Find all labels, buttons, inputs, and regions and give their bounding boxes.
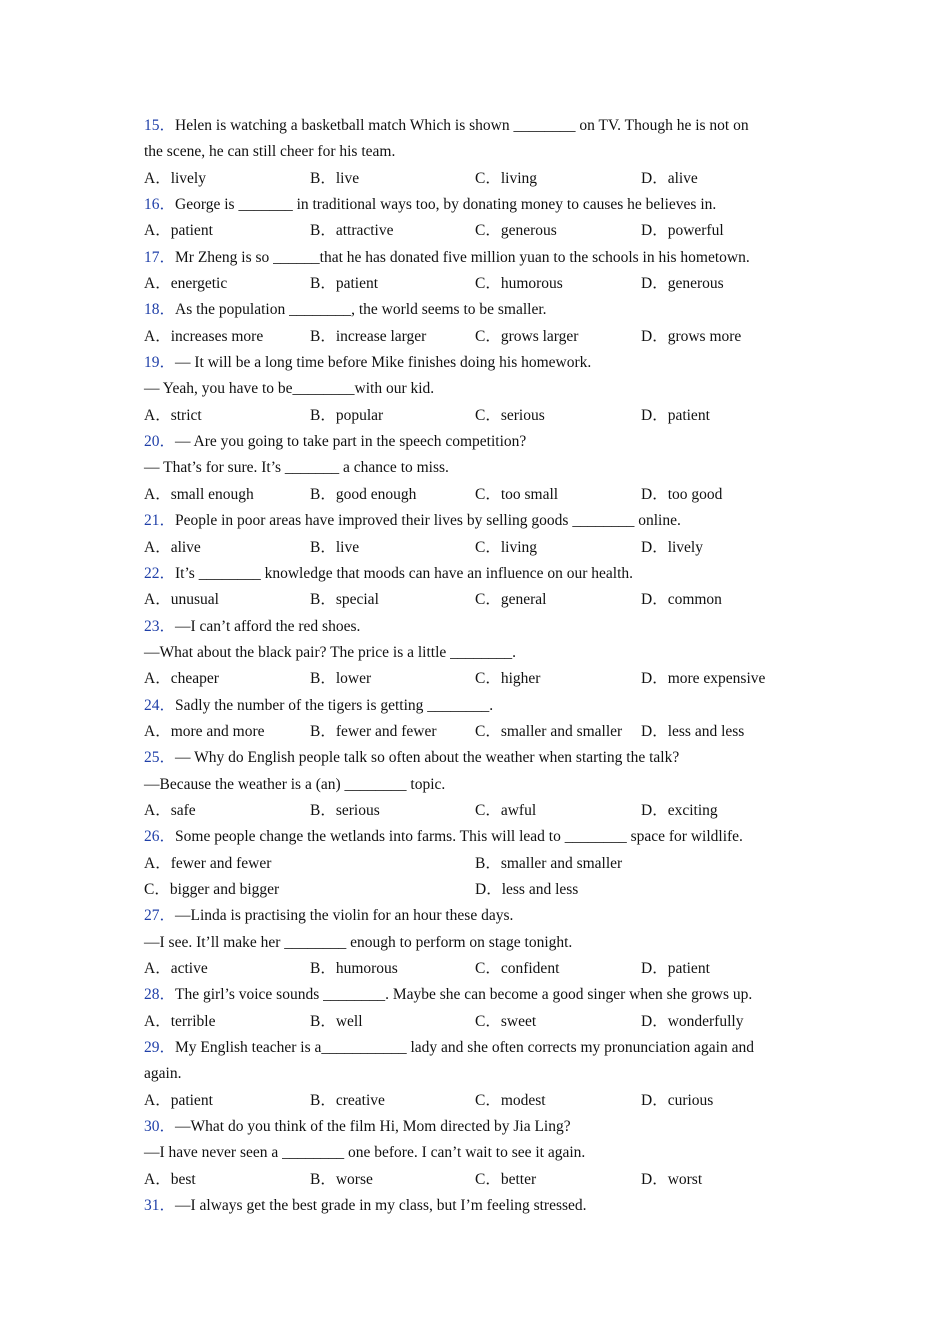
question-number: 23． bbox=[144, 617, 176, 635]
answer-option: D．wonderfully bbox=[641, 1012, 744, 1030]
question-number: 25． bbox=[144, 749, 176, 767]
answer-option: B．increase larger bbox=[310, 327, 427, 345]
question-text: —I always get the best grade in my class, but I’m feeling stressed. bbox=[175, 1197, 587, 1215]
answer-option: C．sweet bbox=[475, 1012, 537, 1030]
answer-option: A．alive bbox=[144, 538, 201, 556]
answer-option: C．living bbox=[475, 538, 538, 556]
question-number: 30． bbox=[144, 1118, 176, 1136]
answer-option: D．grows more bbox=[641, 327, 742, 345]
answer-option: B．humorous bbox=[310, 960, 398, 977]
question-text: again. bbox=[144, 1065, 182, 1083]
answer-option: C．general bbox=[475, 591, 547, 609]
answer-option: C．modest bbox=[475, 1091, 546, 1109]
question-text: — Are you going to take part in the speech competition? bbox=[175, 433, 527, 451]
answer-option: A．safe bbox=[144, 801, 196, 819]
answer-option: B．well bbox=[310, 1012, 363, 1030]
answer-option: A．patient bbox=[144, 1091, 213, 1109]
options-row bbox=[144, 798, 809, 824]
question-number: 15． bbox=[144, 117, 176, 134]
answer-option: D．worst bbox=[641, 1170, 703, 1188]
answer-option: C．awful bbox=[475, 801, 537, 819]
answer-option: B．fewer and fewer bbox=[310, 722, 437, 740]
answer-option: D．powerful bbox=[641, 222, 724, 240]
question-line bbox=[144, 429, 809, 455]
answer-option: D．generous bbox=[641, 275, 724, 293]
question-number: 16． bbox=[144, 196, 176, 214]
answer-option: A．increases more bbox=[144, 327, 264, 345]
answer-option: D．more expensive bbox=[641, 670, 766, 688]
answer-option: B．lower bbox=[310, 670, 372, 688]
question-text: Some people change the wetlands into farms. This will lead to ________ space for wildlife. bbox=[175, 828, 743, 846]
question-number: 28． bbox=[144, 986, 176, 1004]
answer-option: C．confident bbox=[475, 960, 560, 977]
answer-option: B．live bbox=[310, 538, 360, 556]
answer-option: C．generous bbox=[475, 222, 557, 240]
question-text: the scene, he can still cheer for his team. bbox=[144, 143, 396, 161]
question-line bbox=[144, 772, 809, 798]
question-line bbox=[144, 455, 809, 481]
question-text: —What about the black pair? The price is a little ________. bbox=[144, 643, 517, 661]
question-number: 18． bbox=[144, 301, 176, 319]
answer-option: C．smaller and smaller bbox=[475, 722, 623, 740]
answer-option: B．patient bbox=[310, 275, 379, 293]
question-line bbox=[144, 139, 809, 165]
question-number: 22． bbox=[144, 564, 176, 582]
options-row bbox=[144, 719, 809, 745]
answer-option: D．less and less bbox=[475, 880, 579, 898]
options-row bbox=[144, 587, 809, 613]
question-text: It’s ________ knowledge that moods can have an influence on our health. bbox=[175, 564, 634, 582]
question-line bbox=[144, 561, 809, 587]
question-line bbox=[144, 693, 809, 719]
question-text: —Linda is practising the violin for an hour these days. bbox=[175, 907, 514, 925]
question-number: 19． bbox=[144, 354, 176, 372]
options-row bbox=[144, 877, 809, 903]
question-text: —I have never seen a ________ one before. I can’t wait to see it again. bbox=[144, 1144, 586, 1162]
question-line bbox=[144, 1035, 809, 1061]
answer-option: A．fewer and fewer bbox=[144, 854, 272, 872]
question-number: 17． bbox=[144, 248, 176, 266]
answer-option: A．small enough bbox=[144, 485, 254, 503]
options-row bbox=[144, 403, 809, 429]
question-line bbox=[144, 745, 809, 771]
answer-option: B．serious bbox=[310, 801, 380, 819]
question-text: —What do you think of the film Hi, Mom directed by Jia Ling? bbox=[175, 1118, 571, 1136]
question-text: — That’s for sure. It’s _______ a chance to miss. bbox=[144, 459, 449, 477]
question-line bbox=[144, 1193, 809, 1219]
question-number: 24． bbox=[144, 696, 176, 714]
answer-option: C．too small bbox=[475, 485, 559, 503]
question-text: George is _______ in traditional ways too, by donating money to causes he believes in. bbox=[175, 196, 717, 214]
answer-option: C．grows larger bbox=[475, 327, 579, 345]
question-line bbox=[144, 192, 809, 218]
options-row bbox=[144, 851, 809, 877]
question-line bbox=[144, 297, 809, 323]
answer-option: A．cheaper bbox=[144, 670, 219, 688]
worksheet-page bbox=[144, 113, 809, 1219]
question-line bbox=[144, 113, 809, 139]
question-text: — It will be a long time before Mike finishes doing his homework. bbox=[175, 354, 592, 372]
answer-option: A．more and more bbox=[144, 722, 265, 740]
answer-option: D．common bbox=[641, 591, 722, 609]
options-row bbox=[144, 666, 809, 692]
question-number: 20． bbox=[144, 433, 176, 451]
options-row bbox=[144, 482, 809, 508]
question-line bbox=[144, 1061, 809, 1087]
answer-option: A．active bbox=[144, 960, 208, 977]
question-number: 26． bbox=[144, 828, 176, 846]
answer-option: D．alive bbox=[641, 169, 698, 187]
answer-option: B．smaller and smaller bbox=[475, 854, 623, 872]
answer-option: D．exciting bbox=[641, 801, 718, 819]
options-row bbox=[144, 1167, 809, 1193]
question-number: 29． bbox=[144, 1039, 176, 1057]
answer-option: C．humorous bbox=[475, 275, 563, 293]
answer-option: B．good enough bbox=[310, 485, 417, 503]
question-text: —I see. It’ll make her ________ enough to perform on stage tonight. bbox=[144, 933, 573, 951]
answer-option: B．creative bbox=[310, 1091, 385, 1109]
answer-option: D．too good bbox=[641, 485, 723, 503]
question-line bbox=[144, 982, 809, 1008]
question-text: As the population ________, the world seems to be smaller. bbox=[175, 301, 547, 319]
options-row bbox=[144, 271, 809, 297]
options-row bbox=[144, 1088, 809, 1114]
options-row bbox=[144, 218, 809, 244]
answer-option: A．lively bbox=[144, 169, 206, 187]
question-number: 21． bbox=[144, 512, 176, 530]
question-line bbox=[144, 640, 809, 666]
options-row bbox=[144, 324, 809, 350]
question-text: People in poor areas have improved their lives by selling goods ________ online. bbox=[175, 512, 681, 530]
question-text: —Because the weather is a (an) ________ topic. bbox=[144, 775, 446, 793]
answer-option: D．lively bbox=[641, 538, 703, 556]
question-line bbox=[144, 508, 809, 534]
answer-option: B．live bbox=[310, 169, 360, 187]
question-line bbox=[144, 376, 809, 402]
answer-option: B．popular bbox=[310, 406, 384, 424]
question-line bbox=[144, 245, 809, 271]
question-text: The girl’s voice sounds ________. Maybe she can become a good singer when she grows up. bbox=[175, 986, 753, 1004]
question-number: 31． bbox=[144, 1197, 176, 1215]
answer-option: B．attractive bbox=[310, 222, 394, 240]
question-line bbox=[144, 930, 809, 956]
options-row bbox=[144, 1009, 809, 1035]
answer-option: C．living bbox=[475, 169, 538, 187]
answer-option: C．better bbox=[475, 1170, 537, 1188]
answer-option: A．energetic bbox=[144, 275, 228, 293]
question-text: — Why do English people talk so often about the weather when starting the talk? bbox=[175, 749, 680, 767]
answer-option: A．strict bbox=[144, 406, 202, 424]
answer-option: D．curious bbox=[641, 1091, 714, 1109]
question-line bbox=[144, 614, 809, 640]
question-text: My English teacher is a___________ lady and she often corrects my pronunciation again and bbox=[175, 1039, 754, 1057]
answer-option: D．patient bbox=[641, 960, 710, 977]
answer-option: A．unusual bbox=[144, 591, 219, 609]
options-row bbox=[144, 166, 809, 192]
question-line bbox=[144, 1114, 809, 1140]
answer-option: B．special bbox=[310, 591, 379, 609]
question-number: 27． bbox=[144, 907, 176, 925]
question-text: — Yeah, you have to be________with our kid. bbox=[144, 380, 435, 398]
question-line bbox=[144, 1140, 809, 1166]
answer-option: B．worse bbox=[310, 1170, 373, 1188]
answer-option: A．best bbox=[144, 1170, 196, 1188]
answer-option: A．patient bbox=[144, 222, 213, 240]
options-row bbox=[144, 535, 809, 561]
question-text: Mr Zheng is so ______that he has donated five million yuan to the schools in his hometown. bbox=[175, 248, 750, 266]
question-text: Helen is watching a basketball match Which is shown ________ on TV. Though he is not on bbox=[175, 117, 749, 134]
answer-option: C．serious bbox=[475, 406, 545, 424]
question-line bbox=[144, 903, 809, 929]
question-line bbox=[144, 824, 809, 850]
question-text: Sadly the number of the tigers is getting ________. bbox=[175, 696, 494, 714]
answer-option: C．higher bbox=[475, 670, 541, 688]
answer-option: D．patient bbox=[641, 406, 710, 424]
options-row bbox=[144, 956, 809, 982]
answer-option: D．less and less bbox=[641, 722, 745, 740]
answer-option: C．bigger and bigger bbox=[144, 880, 280, 898]
question-line bbox=[144, 350, 809, 376]
answer-option: A．terrible bbox=[144, 1012, 216, 1030]
question-text: —I can’t afford the red shoes. bbox=[175, 617, 361, 635]
